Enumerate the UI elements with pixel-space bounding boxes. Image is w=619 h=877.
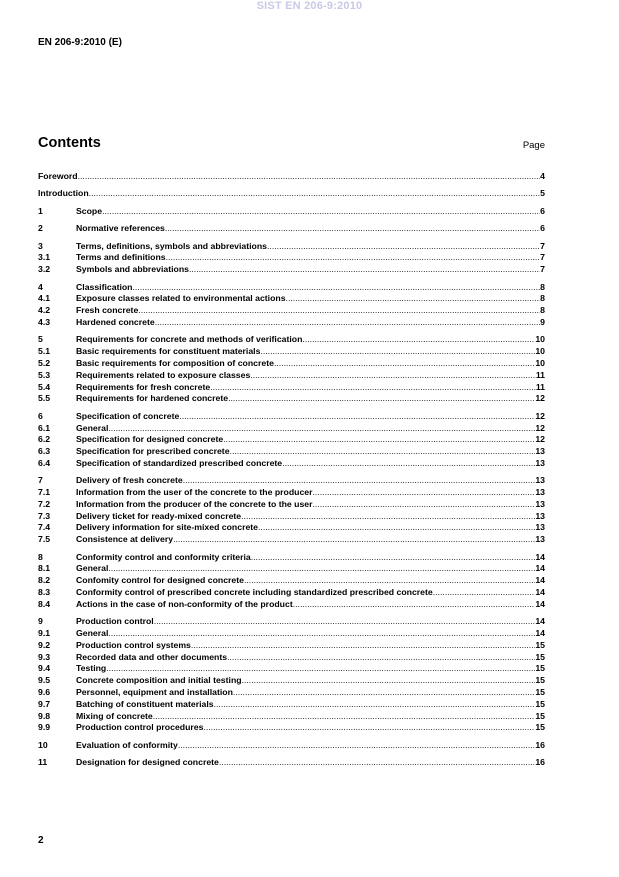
toc-entry[interactable] <box>38 264 545 276</box>
dot-leader <box>108 563 535 575</box>
toc-entry[interactable] <box>38 305 545 317</box>
toc-entry-line <box>76 563 545 575</box>
toc-entry[interactable] <box>38 699 545 711</box>
toc-entry-page: 16 <box>535 757 545 768</box>
toc-entry-title: Terms and definitions <box>76 252 166 263</box>
toc-entry-title: Normative references <box>76 223 165 234</box>
toc-entry-number: 7.4 <box>38 522 51 533</box>
toc-entry[interactable] <box>38 293 545 305</box>
toc-entry-title: General <box>76 628 109 639</box>
dot-leader <box>165 223 540 235</box>
toc-entry-page: 10 <box>535 357 545 368</box>
toc-entry-page: 15 <box>535 651 545 662</box>
toc-entry[interactable] <box>38 382 545 394</box>
toc-entry-title: Actions in the case of non-conformity of the product <box>76 598 293 609</box>
toc-entry-line <box>76 317 545 329</box>
toc-entry-number: 5 <box>38 334 43 345</box>
toc-entry-number: 4 <box>38 281 43 292</box>
toc-entry-page: 15 <box>535 639 545 650</box>
toc-entry-number: 6.4 <box>38 457 51 468</box>
dot-leader <box>179 411 535 423</box>
toc-entry[interactable] <box>38 487 545 499</box>
toc-entry-number: 9 <box>38 616 43 627</box>
toc-entry-page: 14 <box>535 616 545 627</box>
toc-entry-line <box>76 552 545 564</box>
toc-entry-title: Production control procedures <box>76 722 204 733</box>
toc-entry[interactable] <box>38 252 545 264</box>
toc-entry[interactable] <box>38 616 545 628</box>
toc-entry-page: 6 <box>540 223 545 234</box>
table-of-contents <box>38 171 545 769</box>
dot-leader <box>260 346 535 358</box>
toc-entry-title: Basic requirements for constituent materials <box>76 346 261 357</box>
toc-entry-title: Consistence at delivery <box>76 534 174 545</box>
toc-entry-page: 12 <box>535 393 545 404</box>
toc-entry-number: 3.2 <box>38 264 51 275</box>
toc-entry-title: Evaluation of conformity <box>76 739 178 750</box>
toc-entry[interactable] <box>38 446 545 458</box>
toc-entry-number: 7.3 <box>38 510 51 521</box>
toc-entry-page: 8 <box>540 293 545 304</box>
dot-leader <box>219 757 535 769</box>
toc-entry-title: Delivery ticket for ready-mixed concrete <box>76 510 242 521</box>
dot-leader <box>258 522 535 534</box>
dot-leader <box>138 305 540 317</box>
toc-entry-line <box>76 241 545 253</box>
toc-entry[interactable] <box>38 663 545 675</box>
toc-entry-page: 14 <box>535 575 545 586</box>
toc-entry-number: 7 <box>38 475 43 486</box>
toc-entry-title: Delivery of fresh concrete <box>76 475 183 486</box>
toc-entry[interactable] <box>38 587 545 599</box>
toc-entry-title: Requirements for concrete and methods of verification <box>76 334 303 345</box>
toc-entry-line <box>76 370 545 382</box>
page-title: Contents <box>38 135 101 151</box>
toc-entry-line <box>76 446 545 458</box>
toc-entry-title: Symbols and abbreviations <box>76 264 189 275</box>
toc-entry-page: 14 <box>535 598 545 609</box>
toc-entry-page: 15 <box>535 687 545 698</box>
toc-entry-title: Requirements for hardened concrete <box>76 393 229 404</box>
toc-entry-page: 13 <box>535 475 545 486</box>
toc-entry-line <box>76 699 545 711</box>
toc-entry-title: Information from the producer of the concrete to the user <box>76 498 313 509</box>
dot-leader <box>242 675 536 687</box>
toc-entry[interactable] <box>38 675 545 687</box>
toc-entry-page: 8 <box>540 305 545 316</box>
toc-entry[interactable] <box>38 411 545 423</box>
toc-entry-line <box>76 534 545 546</box>
toc-entry-title: Testing <box>76 663 107 674</box>
toc-entry-page: 14 <box>535 628 545 639</box>
dot-leader <box>166 252 541 264</box>
toc-entry-line <box>76 282 545 294</box>
toc-entry[interactable] <box>38 282 545 294</box>
toc-entry-title: Batching of constituent materials <box>76 698 214 709</box>
toc-entry-title: Requirements for fresh concrete <box>76 381 211 392</box>
toc-entry[interactable] <box>38 599 545 611</box>
toc-entry-line <box>76 640 545 652</box>
toc-entry-number: 9.3 <box>38 651 51 662</box>
dot-leader <box>106 663 535 675</box>
toc-entry-number: 6 <box>38 410 43 421</box>
toc-entry-page: 11 <box>535 381 545 392</box>
toc-entry-line <box>76 487 545 499</box>
toc-entry-title: Hardened concrete <box>76 316 155 327</box>
toc-entry-title: Classification <box>76 281 133 292</box>
toc-entry-page: 7 <box>540 252 545 263</box>
toc-entry-page: 10 <box>535 334 545 345</box>
dot-leader <box>274 358 535 370</box>
toc-entry-title: Production control <box>76 616 154 627</box>
toc-entry[interactable] <box>38 206 545 218</box>
toc-entry-title: General <box>76 563 109 574</box>
toc-entry[interactable] <box>38 358 545 370</box>
toc-entry-number: 9.6 <box>38 687 51 698</box>
dot-leader <box>267 241 540 253</box>
toc-entry-page: 12 <box>535 434 545 445</box>
toc-entry-number: 5.5 <box>38 393 51 404</box>
toc-entry-number: 9.2 <box>38 639 51 650</box>
toc-entry-title: Basic requirements for composition of concrete <box>76 357 274 368</box>
dot-leader <box>210 382 536 394</box>
toc-entry-page: 11 <box>535 369 545 380</box>
toc-entry-line <box>76 475 545 487</box>
toc-entry-line <box>76 411 545 423</box>
dot-leader <box>313 499 536 511</box>
toc-entry[interactable] <box>38 241 545 253</box>
toc-entry-line <box>76 652 545 664</box>
dot-leader <box>433 587 536 599</box>
toc-entry[interactable] <box>38 628 545 640</box>
dot-leader <box>282 458 535 470</box>
toc-entry-line <box>76 264 545 276</box>
toc-entry-number: 4.1 <box>38 293 51 304</box>
page-column-header: Page <box>522 140 545 151</box>
toc-entry-number: 3 <box>38 240 43 251</box>
toc-entry-line <box>76 740 545 752</box>
toc-entry-line <box>76 722 545 734</box>
dot-leader <box>250 370 536 382</box>
toc-entry-number: 8.2 <box>38 575 51 586</box>
dot-leader <box>286 293 541 305</box>
toc-entry-page: 15 <box>535 710 545 721</box>
toc-entry-number: 9.9 <box>38 722 51 733</box>
toc-entry-title: Conformity control and conformity criteria <box>76 551 251 562</box>
toc-entry-line <box>76 434 545 446</box>
dot-leader <box>155 317 540 329</box>
dot-leader <box>223 434 535 446</box>
toc-entry-title: Confomity control for designed concrete <box>76 575 244 586</box>
toc-entry-number: 9.4 <box>38 663 51 674</box>
dot-leader <box>189 264 540 276</box>
toc-entry-line <box>76 458 545 470</box>
toc-entry-page: 13 <box>535 498 545 509</box>
toc-entry-page: 16 <box>535 739 545 750</box>
toc-entry[interactable] <box>38 423 545 435</box>
toc-entry-title: Personnel, equipment and installation <box>76 687 233 698</box>
dot-leader <box>230 446 536 458</box>
toc-entry-title: Designation for designed concrete <box>76 757 219 768</box>
toc-entry-number: 8.1 <box>38 563 51 574</box>
dot-leader <box>78 171 541 183</box>
toc-entry-number: 2 <box>38 223 43 234</box>
toc-entry-line <box>76 206 545 218</box>
toc-entry-number: 4.3 <box>38 316 51 327</box>
toc-entry-number: 5.1 <box>38 346 51 357</box>
toc-entry-line <box>76 305 545 317</box>
toc-entry-line <box>76 423 545 435</box>
toc-entry-title: Scope <box>76 205 103 216</box>
dot-leader <box>183 475 536 487</box>
dot-leader <box>251 552 536 564</box>
toc-entry-line <box>76 499 545 511</box>
dot-leader <box>233 687 535 699</box>
toc-entry-page: 13 <box>535 522 545 533</box>
toc-entry-number: 8 <box>38 551 43 562</box>
toc-entry-number: 9.7 <box>38 698 51 709</box>
document-id: EN 206-9:2010 (E) <box>38 37 122 48</box>
toc-entry-line <box>76 223 545 235</box>
toc-entry-number: 11 <box>38 757 48 768</box>
toc-entry-page: 12 <box>535 410 545 421</box>
toc-entry-title: Mixing of concrete <box>76 710 153 721</box>
toc-entry-number: 8.4 <box>38 598 51 609</box>
toc-entry-line <box>76 599 545 611</box>
toc-entry-number: 6.3 <box>38 446 51 457</box>
toc-entry-number: 9.1 <box>38 628 51 639</box>
toc-entry-title: Exposure classes related to environmental actions <box>76 293 286 304</box>
toc-entry-number: 6.2 <box>38 434 51 445</box>
toc-entry-line <box>76 663 545 675</box>
page-number: 2 <box>38 835 44 846</box>
toc-entry-number: 6.1 <box>38 422 51 433</box>
toc-entry-page: 13 <box>535 534 545 545</box>
toc-entry-number: 5.3 <box>38 369 51 380</box>
toc-entry[interactable] <box>38 346 545 358</box>
toc-entry[interactable] <box>38 740 545 752</box>
toc-entry-title: Foreword <box>38 171 78 181</box>
toc-entry-page: 12 <box>535 422 545 433</box>
toc-entry-number: 1 <box>38 205 43 216</box>
toc-entry-page: 15 <box>535 698 545 709</box>
toc-entry-page: 13 <box>535 457 545 468</box>
toc-entry-line <box>76 522 545 534</box>
dot-leader <box>108 423 535 435</box>
toc-entry-number: 8.3 <box>38 587 51 598</box>
dot-leader <box>241 511 535 523</box>
toc-entry-page: 13 <box>535 446 545 457</box>
toc-entry-number: 7.1 <box>38 487 51 498</box>
dot-leader <box>133 282 541 294</box>
toc-entry-title: Specification for designed concrete <box>76 434 224 445</box>
toc-entry-number: 10 <box>38 739 48 750</box>
toc-entry-number: 5.2 <box>38 357 51 368</box>
toc-entry-page: 15 <box>535 722 545 733</box>
toc-entry-number: 9.5 <box>38 675 51 686</box>
toc-entry[interactable] <box>38 334 545 346</box>
toc-entry-line <box>76 711 545 723</box>
toc-entry[interactable] <box>38 511 545 523</box>
toc-entry-title: Introduction <box>38 188 89 199</box>
dot-leader <box>89 188 540 200</box>
toc-entry-page: 8 <box>540 281 545 292</box>
toc-entry[interactable] <box>38 563 545 575</box>
toc-entry-line <box>76 628 545 640</box>
toc-entry[interactable] <box>38 499 545 511</box>
toc-entry-line <box>76 358 545 370</box>
toc-entry-page: 5 <box>540 188 545 199</box>
dot-leader <box>178 740 535 752</box>
toc-entry-page: 15 <box>535 675 545 686</box>
toc-entry-page: 14 <box>535 587 545 598</box>
toc-entry[interactable] <box>38 552 545 564</box>
toc-entry-title: Specification of concrete <box>76 410 180 421</box>
toc-entry-title: Recorded data and other documents <box>76 651 228 662</box>
toc-entry-line <box>76 757 545 769</box>
toc-entry[interactable] <box>38 640 545 652</box>
dot-leader <box>173 534 535 546</box>
toc-entry-title: Conformity control of prescribed concrete including standardized prescribed concrete <box>76 587 433 598</box>
toc-entry-number: 5.4 <box>38 381 51 392</box>
toc-entry-title: Terms, definitions, symbols and abbreviations <box>76 240 268 251</box>
toc-entry[interactable] <box>38 393 545 405</box>
dot-leader <box>228 393 535 405</box>
toc-entry-line <box>76 687 545 699</box>
toc-entry-line <box>76 616 545 628</box>
dot-leader <box>153 711 536 723</box>
dot-leader <box>203 722 535 734</box>
toc-entry-line <box>76 575 545 587</box>
toc-entry[interactable] <box>38 757 545 769</box>
toc-entry-number: 9.8 <box>38 710 51 721</box>
toc-entry-title: Production control systems <box>76 639 191 650</box>
toc-entry[interactable] <box>38 475 545 487</box>
toc-entry[interactable] <box>38 687 545 699</box>
toc-entry-line <box>76 587 545 599</box>
toc-entry-title: Specification of standardized prescribed concrete <box>76 457 283 468</box>
toc-entry-title: Information from the user of the concrete to the producer <box>76 487 313 498</box>
toc-entry-number: 4.2 <box>38 305 51 316</box>
toc-entry-page: 13 <box>535 510 545 521</box>
toc-entry-page: 13 <box>535 487 545 498</box>
toc-entry[interactable] <box>38 434 545 446</box>
toc-entry-page: 4 <box>540 171 545 181</box>
toc-entry-title: General <box>76 422 109 433</box>
dot-leader <box>302 334 535 346</box>
toc-entry-page: 14 <box>535 551 545 562</box>
dot-leader <box>214 699 536 711</box>
toc-entry[interactable] <box>38 711 545 723</box>
toc-entry-page: 10 <box>535 346 545 357</box>
toc-entry-title: Specification for prescribed concrete <box>76 446 230 457</box>
toc-entry-page: 14 <box>535 563 545 574</box>
toc-entry-line <box>76 675 545 687</box>
toc-entry-number: 7.2 <box>38 498 51 509</box>
dot-leader <box>293 599 536 611</box>
toc-entry-line <box>76 293 545 305</box>
toc-entry-line <box>76 252 545 264</box>
toc-entry[interactable] <box>38 317 545 329</box>
toc-entry[interactable] <box>38 534 545 546</box>
dot-leader <box>227 652 535 664</box>
dot-leader <box>244 575 535 587</box>
toc-entry-number: 7.5 <box>38 534 51 545</box>
toc-entry-line <box>76 346 545 358</box>
toc-entry-page: 6 <box>540 205 545 216</box>
dot-leader <box>191 640 535 652</box>
toc-entry-line <box>76 511 545 523</box>
toc-entry-number: 3.1 <box>38 252 51 263</box>
toc-entry-title: Requirements related to exposure classes <box>76 369 251 380</box>
toc-entry[interactable] <box>38 722 545 734</box>
toc-entry[interactable] <box>38 522 545 534</box>
toc-entry-line <box>38 171 545 183</box>
toc-entry-line <box>76 393 545 405</box>
dot-leader <box>102 206 540 218</box>
dot-leader <box>154 616 536 628</box>
toc-entry-page: 9 <box>540 316 545 327</box>
toc-entry-title: Delivery information for site-mixed concrete <box>76 522 259 533</box>
toc-entry[interactable] <box>38 458 545 470</box>
dot-leader <box>313 487 536 499</box>
toc-entry[interactable] <box>38 188 545 200</box>
toc-entry-title: Concrete composition and initial testing <box>76 675 242 686</box>
toc-entry[interactable] <box>38 575 545 587</box>
toc-entry[interactable] <box>38 171 545 183</box>
toc-entry-line <box>38 188 545 200</box>
toc-entry-title: Fresh concrete <box>76 305 139 316</box>
toc-entry-page: 7 <box>540 240 545 251</box>
toc-entry-page: 7 <box>540 264 545 275</box>
toc-entry-page: 15 <box>535 663 545 674</box>
watermark: SIST EN 206-9:2010 <box>256 0 363 12</box>
toc-entry[interactable] <box>38 652 545 664</box>
toc-entry[interactable] <box>38 370 545 382</box>
toc-entry-line <box>76 334 545 346</box>
toc-entry-line <box>76 382 545 394</box>
dot-leader <box>108 628 535 640</box>
toc-entry[interactable] <box>38 223 545 235</box>
